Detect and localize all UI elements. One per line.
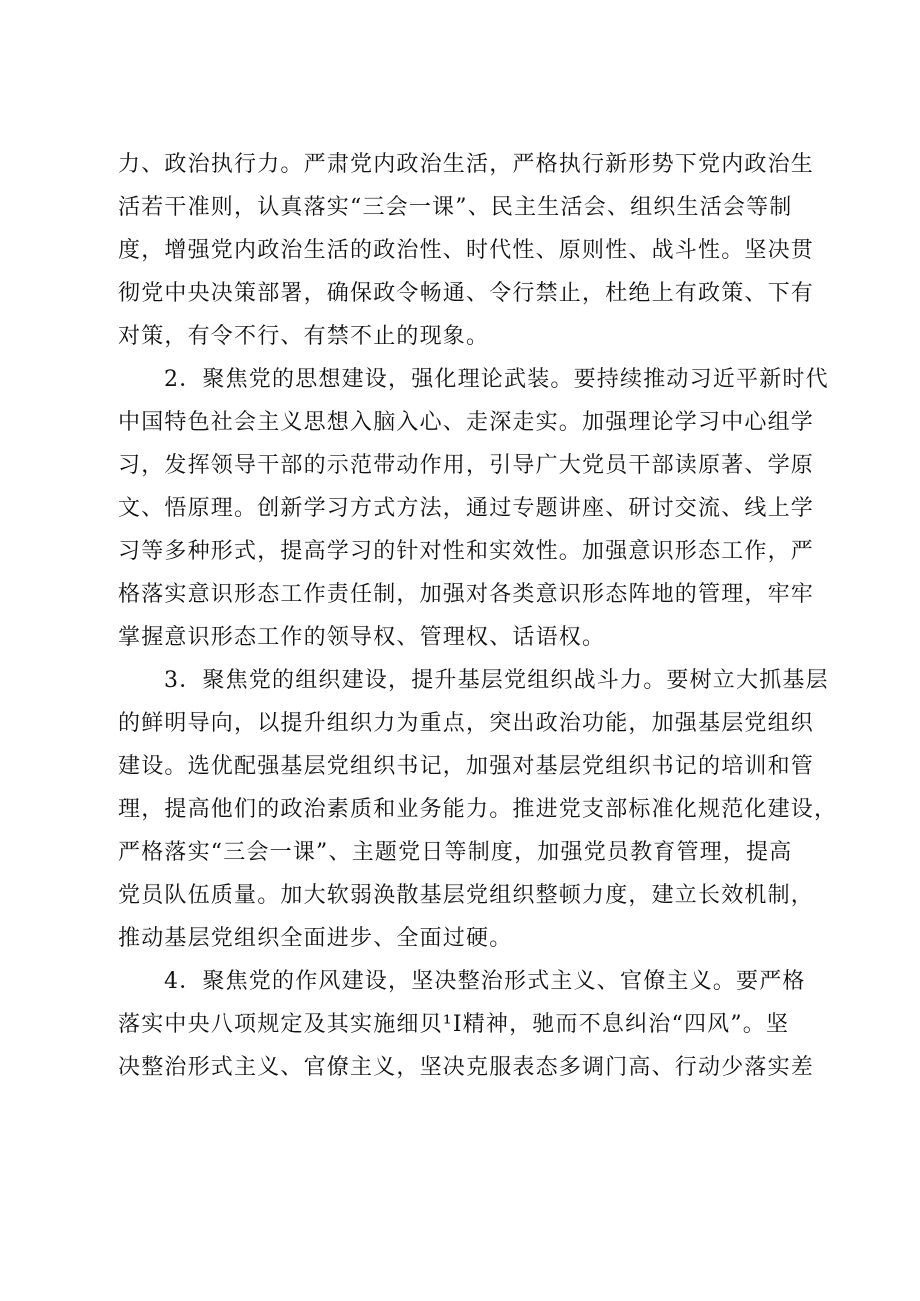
document-body — [118, 143, 838, 1089]
text-line: 力、政治执行力。严肃党内政治生活，严格执行新形势下党内政治生 — [118, 152, 815, 177]
text-line: 推动基层党组织全面进步、全面过硬。 — [118, 926, 513, 951]
text-line: 2．聚焦党的思想建设，强化理论武装。要持续推动习近平新时代 — [164, 367, 829, 392]
paragraph-4 — [118, 960, 815, 1089]
text-line: 严格落实“三会一课”、主题党日等制度，加强党员教育管理，提高 — [118, 840, 793, 865]
text-line: 中国特色社会主义思想入脑入心、走深走实。加强理论学习中心组学 — [118, 410, 815, 435]
paragraph-2 — [118, 358, 829, 659]
text-line: 党员队伍质量。加大软弱涣散基层党组织整顿力度，建立长效机制， — [118, 883, 815, 908]
text-line: 落实中央八项规定及其实施细贝¹I精神，驰而不息纠治“四风”。坚 — [118, 1012, 790, 1037]
text-line: 的鲜明导向，以提升组织力为重点，突出政治功能，加强基层党组织 — [118, 711, 815, 736]
text-line: 决整治形式主义、官僚主义，坚决克服表态多调门高、行动少落实差 — [118, 1055, 815, 1080]
text-line: 掌握意识形态工作的领导权、管理权、话语权。 — [118, 625, 606, 650]
text-line: 文、悟原理。创新学习方式方法，通过专题讲座、研讨交流、线上学 — [118, 496, 815, 521]
text-line: 习等多种形式，提高学习的针对性和实效性。加强意识形态工作，严 — [118, 539, 815, 564]
text-line: 度，增强党内政治生活的政治性、时代性、原则性、战斗性。坚决贯 — [118, 238, 815, 263]
paragraph-3 — [118, 659, 838, 960]
text-line: 格落实意识形态工作责任制，加强对各类意识形态阵地的管理，牢牢 — [118, 582, 815, 607]
text-line: 对策，有令不行、有禁不止的现象。 — [118, 324, 490, 349]
text-line: 彻党中央决策部署，确保政令畅通、令行禁止，杜绝上有政策、下有 — [118, 281, 815, 306]
text-line: 理，提高他们的政治素质和业务能力。推进党支部标准化规范化建设， — [118, 797, 838, 822]
text-line: 习，发挥领导干部的示范带动作用，引导广大党员干部读原著、学原 — [118, 453, 815, 478]
paragraph-1 — [118, 143, 815, 358]
text-line: 活若干准则，认真落实“三会一课”、民主生活会、组织生活会等制 — [118, 195, 793, 220]
text-line: 建设。选优配强基层党组织书记，加强对基层党组织书记的培训和管 — [118, 754, 815, 779]
text-line: 3．聚焦党的组织建设，提升基层党组织战斗力。要树立大抓基层 — [164, 668, 829, 693]
text-line: 4．聚焦党的作风建设，坚决整治形式主义、官僚主义。要严格 — [164, 969, 806, 994]
